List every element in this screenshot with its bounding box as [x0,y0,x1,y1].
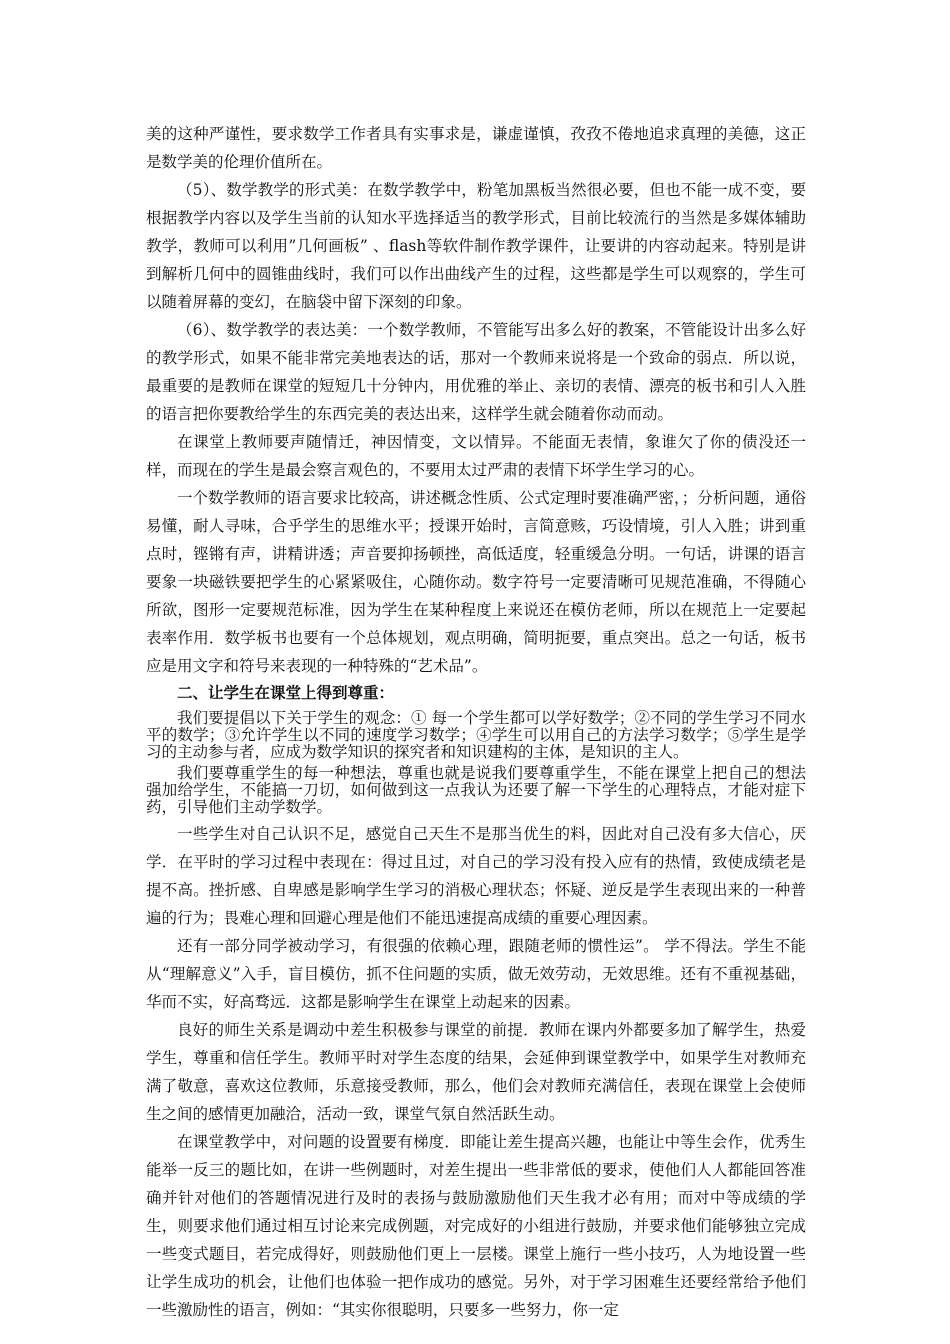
paragraph-form-beauty: （5）、数学教学的形式美：在数学教学中，粉笔加黑板当然很必要，但也不能一成不变，要根据教学内容以及学生当前的认知水平选择适当的教学形式，目前比较流行的当然是多媒体辅助教学，教师可以利用”几何画板” 、flash等软件制作教学课件，让要讲的内容动起来。特别是讲到解析几何中的圆锥曲线时，我们可以作出曲线产生的过程，这些都是学生可以观察的，学生可以随着屏幕的变幻，在脑袋中留下深刻的印象。 [146,181,806,311]
paragraph-expression-beauty: （6）、数学教学的表达美：一个数学教师，不管能写出多么好的教案，不管能设计出多么好的教学形式，如果不能非常完美地表达的话，那对一个教师来说将是一个致命的弱点．所以说，最重要的是教师在课堂的短短几十分钟内，用优雅的举止、亲切的表情、漂亮的板书和引人入胜的语言把你要教给学生的东西完美的表达出来，这样学生就会随着你动而动。 [146,321,806,423]
paragraph-emotion: 在课堂上教师要声随情迁，神因情变，文以情异。不能面无表情，象谁欠了你的债没还一样，而现在的学生是最会察言观色的，不要用太过严肃的表情下坏学生学习的心。 [146,433,806,479]
paragraph-language: 一个数学教师的语言要求比较高，讲述概念性质、公式定理时要准确严密，；分析问题，通俗易懂，耐人寻味，合乎学生的思维水平；授课开始时，言简意赅，巧设情境，引人入胜；讲到重点时，铿锵有声，讲精讲透；声音要抑扬顿挫，高低适度，轻重缓急分明。一句话，讲课的语言要象一块磁铁要把学生的心紧紧吸住，心随你动。数字符号一定要清晰可见规范准确，不得随心所欲，图形一定要规范标准，因为学生在某种程度上来说还在模仿老师，所以在规范上一定要起表率作用．数学板书也要有一个总体规划，观点明确，简明扼要，重点突出。总之一句话，板书应是用文字和符号来表现的一种特殊的“艺术品”。 [146,489,806,675]
paragraph-self-awareness: 一些学生对自己认识不足，感觉自己天生不是那当优生的料，因此对自己没有多大信心，厌学．在平时的学习过程中表现在：得过且过，对自己的学习没有投入应有的热情，致使成绩老是提不高。挫折感、自卑感是影响学生学习的消极心理状态；怀疑、逆反是学生表现出来的一种普遍的行为；畏难心理和回避心理是他们不能迅速提高成绩的重要心理因素。 [146,825,806,927]
paragraph-continuation: 美的这种严谨性，要求数学工作者具有实事求是，谦虚谨慎，孜孜不倦地追求真理的美德，这正是数学美的伦理价值所在。 [146,125,806,171]
section-heading: 二、让学生在课堂上得到尊重： [177,683,395,702]
document-page [146,120,806,1324]
paragraph-respect-ideas: 我们要尊重学生的每一种想法，尊重也就是说我们要尊重学生，不能在课堂上把自己的想法强加给学生，不能搞一刀切，如何做到这一点我认为还要了解一下学生的心理特点，才能对症下药，引导他们主动学数学。 [146,764,806,816]
paragraph-student-concepts: 我们要提倡以下关于学生的观念：① 每一个学生都可以学好数学；②不同的学生学习不同水平的数学；③允许学生以不同的速度学习数学；④学生可以用自己的方法学习数学；⑤学生是学习的主动参与者，应成为数学知识的探究者和知识建构的主体，是知识的主人。 [146,709,806,761]
paragraph-teacher-student: 良好的师生关系是调动中差生积极参与课堂的前提．教师在课内外都要多加了解学生，热爱学生，尊重和信任学生。教师平时对学生态度的结果，会延伸到课堂教学中，如果学生对教师充满了敬意，喜欢这位教师，乐意接受教师，那么，他们会对教师充满信任，表现在课堂上会使师生之间的感情更加融洽，活动一致，课堂气氛自然活跃生动。 [146,1021,806,1123]
paragraph-question-design: 在课堂教学中，对问题的设置要有梯度．即能让差生提高兴趣，也能让中等生会作，优秀生能举一反三的题比如，在讲一些例题时，对差生提出一些非常低的要求，使他们人人都能回答准确并针对他们的答题情况进行及时的表扬与鼓励激励他们天生我才必有用；而对中等成绩的学生，则要求他们通过相互讨论来完成例题，对完成好的小组进行鼓励，并要求他们能够独立完成一些变式题目，若完成得好，则鼓励他们更上一层楼。课堂上施行一些小技巧，人为地设置一些让学生成功的机会，让他们也体验一把作成功的感觉。另外，对于学习困难生还要经常给予他们一些激励性的语言，例如：“其实你很聪明，只要多一些努力，你一定 [146,1133,806,1319]
paragraph-passive-learning: 还有一部分同学被动学习，有很强的依赖心理，跟随老师的惯性运”。 学不得法。学生不能从“理解意义”入手，盲目模仿，抓不住问题的实质，做无效劳动，无效思维。还有不重视基础，华而不实，好高骛远．这都是影响学生在课堂上动起来的因素。 [146,937,806,1011]
